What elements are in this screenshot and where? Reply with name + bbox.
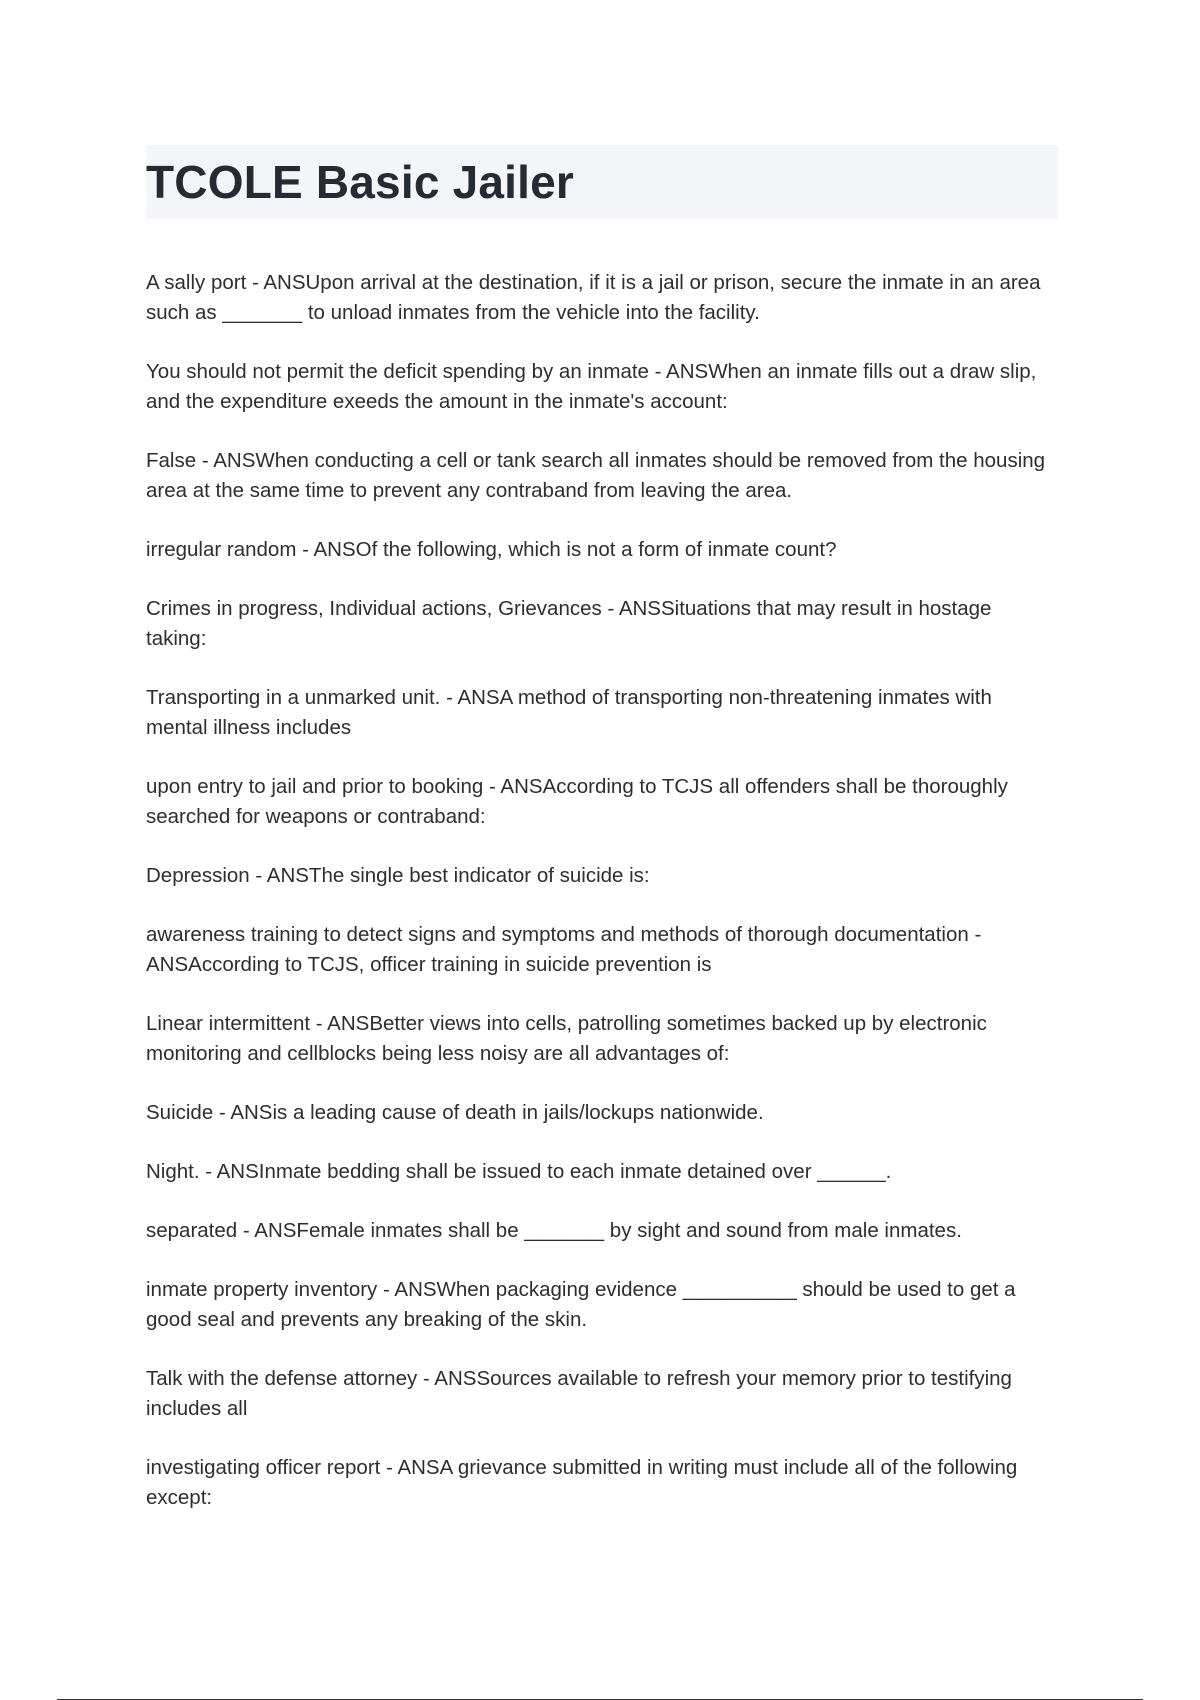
qa-item: Night. - ANSInmate bedding shall be issued to each inmate detained over ______. [146,1160,892,1183]
qa-item: investigating officer report - ANSA grievance submitted in writing must include all of the following except: [146,1456,1018,1509]
qa-item: Suicide - ANSis a leading cause of death in jails/lockups nationwide. [146,1101,764,1124]
qa-item: You should not permit the deficit spending by an inmate - ANSWhen an inmate fills out a draw slip, and the expenditure exeeds the amount in the inmate's account: [146,360,1037,413]
qa-item: inmate property inventory - ANSWhen packaging evidence __________ should be used to get a good seal and prevents any breaking of the skin. [146,1278,1016,1331]
qa-item: upon entry to jail and prior to booking - ANSAccording to TCJS all offenders shall be thoroughly searched for weapons or contraband: [146,775,1008,828]
qa-item: Crimes in progress, Individual actions, Grievances - ANSSituations that may result in hostage taking: [146,597,992,650]
document-title: TCOLE Basic Jailer [146,156,574,208]
qa-item: Talk with the defense attorney - ANSSources available to refresh your memory prior to testifying includes all [146,1367,1012,1420]
qa-item: irregular random - ANSOf the following, which is not a form of inmate count? [146,538,837,561]
qa-item: Transporting in a unmarked unit. - ANSA method of transporting non-threatening inmates with mental illness includes [146,686,992,739]
qa-item: separated - ANSFemale inmates shall be _______ by sight and sound from male inmates. [146,1219,962,1242]
qa-item: awareness training to detect signs and symptoms and methods of thorough documentation - ANSAccording to TCJS, officer training in suicide prevention is [146,923,982,976]
qa-item: A sally port - ANSUpon arrival at the destination, if it is a jail or prison, secure the inmate in an area such as _______ to unload inmates from the vehicle into the facility. [146,271,1041,324]
qa-item: Depression - ANSThe single best indicator of suicide is: [146,864,650,887]
qa-item: Linear intermittent - ANSBetter views into cells, patrolling sometimes backed up by electronic monitoring and cellblocks being less noisy are all advantages of: [146,1012,987,1065]
qa-item: False - ANSWhen conducting a cell or tank search all inmates should be removed from the housing area at the same time to prevent any contraband from leaving the area. [146,449,1046,502]
qa-list [146,268,1056,1542]
